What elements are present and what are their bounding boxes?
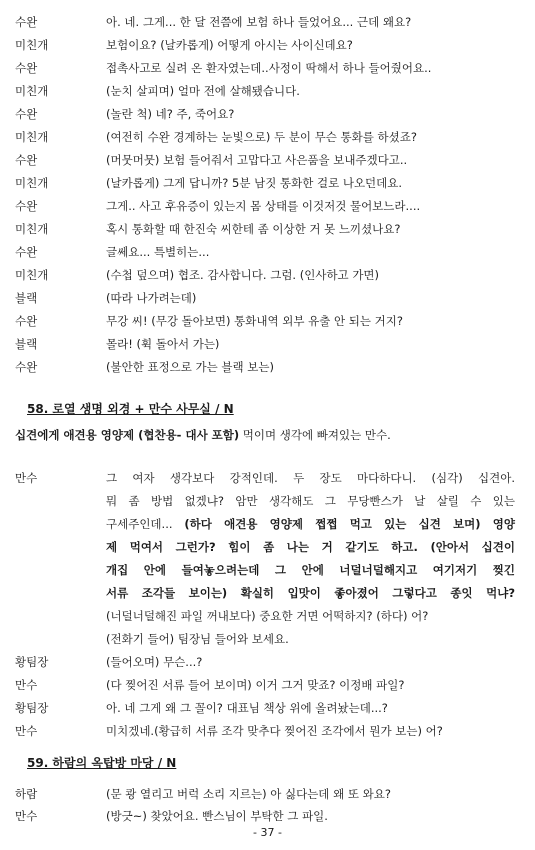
dialogue-line [0,127,535,147]
line-text: (따라 나가려는데) [106,291,197,305]
speaker: 황팀장 [15,701,49,715]
line-text: 글쎄요... 특별히는... [106,245,210,259]
line-text: (다 찢어진 서류 들어 보이며) 이거 그거 맞죠? 이정배 파일? [106,678,405,692]
scene-intro-rest: 먹이며 생각에 빠져있는 만수. [239,428,391,442]
line-text-bold: (하다 애견용 영양제 쩝쩝 먹고 있는 십견 보며) 영양 [184,517,515,531]
line-text: (너덜너덜해진 파일 꺼내보다) 중요한 거면 어떡하지? (하다) 어? [106,609,429,623]
speaker: 만수 [15,724,38,738]
dialogue-line [0,311,535,331]
speaker: 수완 [15,61,38,75]
monologue-line [0,583,535,603]
line-text: 뭐 좀 방법 없겠냐? 암만 생각해도 그 무당빤스가 날 살릴 수 있는 [106,494,515,508]
speaker: 황팀장 [15,655,49,669]
line-text: 그 여자 생각보다 강적인데. 두 장도 마다하다니. (심각) 십견아. [106,471,515,485]
scene-intro [15,425,391,445]
line-text: 몰라! (휙 돌아서 가는) [106,337,220,351]
line-text: 그게.. 사고 후유증이 있는지 몸 상태를 이것저것 물어보느라.... [106,199,421,213]
speaker: 미친개 [15,176,49,190]
line-text: (수첩 덮으며) 협조. 감사합니다. 그럼. (인사하고 가면) [106,268,380,282]
line-text: (문 쾅 열리고 버럭 소리 지르는) 아 싫다는데 왜 또 와요? [106,787,391,801]
speaker: 블랙 [15,337,38,351]
monologue-line [0,537,535,557]
dialogue-line [0,334,535,354]
dialogue-line [0,288,535,308]
line-text: (전화기 들어) 팀장님 들어와 보세요. [106,632,289,646]
monologue-line [0,468,535,488]
line-text: (날카롭게) 그게 답니까? 5분 남짓 통화한 걸로 나오던데요. [106,176,403,190]
dialogue-line [0,58,535,78]
line-text-plain: 구세주인데... [106,517,185,531]
line-text: (불안한 표정으로 가는 블랙 보는) [106,360,275,374]
line-text: 서류 조각들 보이는) 확실히 입맛이 좋아졌어 그렇다고 종잇 먹냐? [106,586,515,600]
line-text: (놀란 척) 네? 주, 죽어요? [106,107,235,121]
line-text: 무강 씨! (무강 돌아보면) 통화내역 외부 유출 안 되는 거지? [106,314,403,328]
line-text: 보험이요? (날카롭게) 어떻게 아시는 사이신데요? [106,38,353,52]
line-text: (방긋~) 찾았어요. 빤스님이 부탁한 그 파일. [106,809,328,823]
dialogue-line [0,12,535,32]
monologue-line [0,514,535,534]
line-text: 접촉사고로 실려 온 환자였는데..사정이 딱해서 하나 들어줬어요.. [106,61,432,75]
line-text: 제 먹여서 그런가? 힘이 좀 나는 거 같기도 하고. (안아서 십견이 [106,540,515,554]
dialogue-line [0,219,535,239]
monologue-line [0,491,535,511]
dialogue-line [0,150,535,170]
speaker: 미친개 [15,268,49,282]
speaker: 수완 [15,314,38,328]
speaker: 미친개 [15,38,49,52]
line-text: 아. 네. 그게... 한 달 전쯤에 보험 하나 들었어요... 근데 왜요? [106,15,412,29]
speaker: 하람 [15,787,38,801]
dialogue-line [0,357,535,377]
line-text: 혹시 통화할 때 한진숙 씨한테 좀 이상한 거 못 느끼셨나요? [106,222,401,236]
dialogue-line [0,104,535,124]
speaker: 블랙 [15,291,38,305]
dialogue-line [0,242,535,262]
speaker: 수완 [15,15,38,29]
speaker: 만수 [15,809,38,823]
speaker: 미친개 [15,84,49,98]
speaker: 미친개 [15,222,49,236]
speaker: 만수 [15,471,38,485]
speaker: 미친개 [15,130,49,144]
page-number: - 37 - [253,826,282,839]
line-text: 아. 네 그게 왜 그 꼴이? 대표님 책상 위에 올려놨는데...? [106,701,388,715]
line-text: (머뭇머뭇) 보험 들어줘서 고맙다고 사은품을 보내주겠다고.. [106,153,408,167]
dialogue-line [0,81,535,101]
dialogue-line [0,173,535,193]
speaker: 수완 [15,199,38,213]
speaker: 수완 [15,245,38,259]
monologue-line [0,606,535,626]
scene-intro-bold: 십견에게 애견용 영양제 (협찬용- 대사 포함) [15,428,240,442]
line-text: (눈치 살피며) 얼마 전에 살해됐습니다. [106,84,300,98]
dialogue-line [0,265,535,285]
speaker: 만수 [15,678,38,692]
line-text: (여전히 수완 경계하는 눈빛으로) 두 분이 무슨 통화를 하셨죠? [106,130,417,144]
scene-heading: 59. 하람의 옥탑방 마당 / N [27,756,177,770]
line-text: 개집 안에 들여놓으려는데 그 안에 너덜너덜해지고 여기저기 찢긴 [106,563,515,577]
dialogue-line [0,721,535,741]
dialogue-line [0,675,535,695]
speaker: 수완 [15,153,38,167]
dialogue-line [0,196,535,216]
monologue-line [0,629,535,649]
speaker: 수완 [15,107,38,121]
dialogue-line [0,35,535,55]
line-text [106,514,515,534]
dialogue-line [0,806,535,826]
line-text: (들어오며) 무슨...? [106,655,203,669]
line-text: 미치겠네.(황급히 서류 조각 맞추다 찢어진 조각에서 뭔가 보는) 어? [106,724,443,738]
dialogue-line [0,698,535,718]
speaker: 수완 [15,360,38,374]
monologue-line [0,560,535,580]
dialogue-line [0,784,535,804]
dialogue-line [0,652,535,672]
scene-heading: 58. 로열 생명 외경 + 만수 사무실 / N [27,402,234,416]
